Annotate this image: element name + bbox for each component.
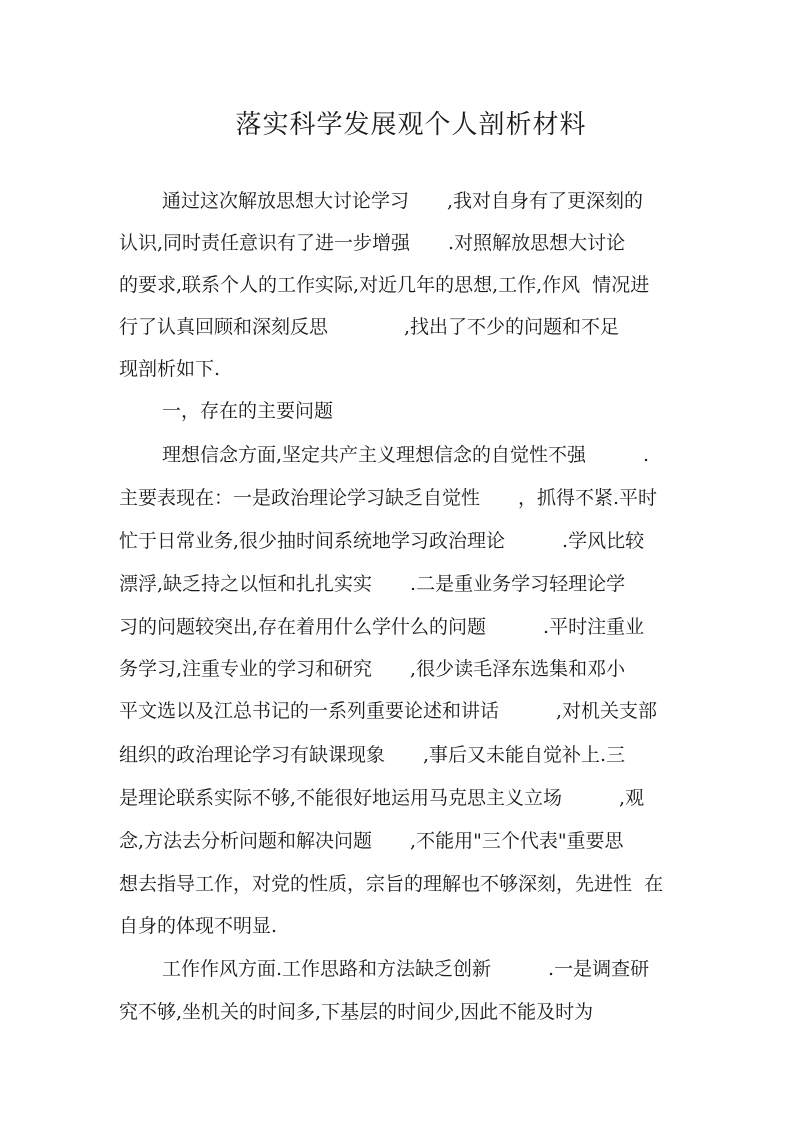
body-line: 务学习,注重专业的学习和研究 ,很少读毛泽东选集和邓小 bbox=[119, 658, 626, 680]
section-heading: 一，存在的主要问题 bbox=[162, 400, 334, 422]
body-line: 习的问题较突出,存在着用什么学什么的问题 .平时注重业 bbox=[119, 616, 645, 638]
body-line: 自身的体现不明显. bbox=[119, 915, 278, 937]
body-line: 是理论联系实际不够,不能很好地运用马克思主义立场 ,观 bbox=[119, 787, 645, 809]
body-line: 忙于日常业务,很少抽时间系统地学习政治理论 .学风比较 bbox=[119, 530, 645, 552]
body-line: 组织的政治理论学习有缺课现象 ,事后又未能自觉补上.三 bbox=[119, 744, 626, 766]
body-line: 行了认真回顾和深刻反思 ,找出了不少的问题和不足 bbox=[119, 316, 620, 338]
document-title: 落实科学发展观个人剖析材料 bbox=[235, 110, 587, 140]
body-line: 现剖析如下. bbox=[119, 358, 221, 380]
body-line: 平文选以及江总书记的一系列重要论述和讲话 ,对机关支部 bbox=[119, 700, 658, 722]
body-line: 想去指导工作，对党的性质，宗旨的理解也不够深刻，先进性 在 bbox=[119, 873, 664, 895]
body-line: 理想信念方面,坚定共产主义理想信念的自觉性不强 . bbox=[162, 444, 650, 466]
body-line: 念,方法去分析问题和解决问题 ,不能用"三个代表"重要思 bbox=[119, 830, 624, 852]
body-line: 工作作风方面.工作思路和方法缺乏创新 .一是调查研 bbox=[162, 958, 650, 980]
body-line: 的要求,联系个人的工作实际,对近几年的思想,工作,作风 情况进 bbox=[119, 274, 650, 296]
body-line: 主要表现在：一是政治理论学习缺乏自觉性 ，抓得不紧.平时 bbox=[119, 487, 658, 509]
body-line: 认识,同时责任意识有了进一步增强 .对照解放思想大讨论 bbox=[119, 232, 626, 254]
body-line: 究不够,坐机关的时间多,下基层的时间少,因此不能及时为 bbox=[119, 1001, 594, 1023]
body-line: 漂浮,缺乏持之以恒和扎扎实实 .二是重业务学习轻理论学 bbox=[119, 573, 626, 595]
body-line: 通过这次解放思想大讨论学习 ,我对自身有了更深刻的 bbox=[162, 190, 644, 212]
